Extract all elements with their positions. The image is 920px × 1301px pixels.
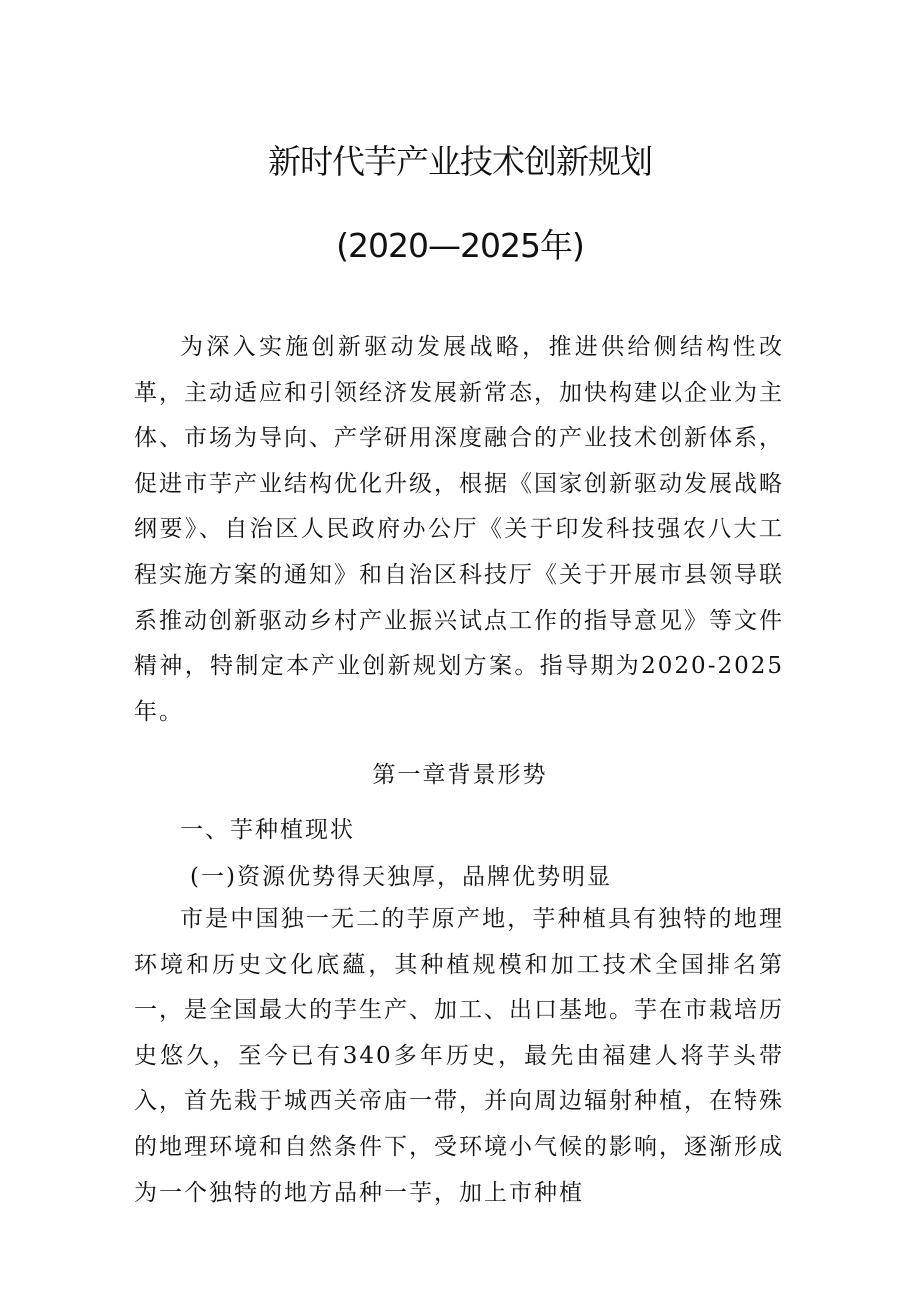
chapter-heading: 第一章背景形势 (372, 762, 548, 788)
intro-paragraph: 为深入实施创新驱动发展战略，推进供给侧结构性改革，主动适应和引领经济发展新常态，加快构建以企业为主体、市场为导向、产学研用深度融合的产业技术创新体系，促进市芋产业结构优化升级，根据《国家创新驱动发展战略纲要》、自治区人民政府办公厅《关于印发科技强农八大工程实施方案的通知》和自治区科技厅《关于开展市县领导联系推动创新驱动乡村产业振兴试点工作的指导意见》等文件精神，特制定本产业创新规划方案。指导期为2020-2025年。 (134, 334, 784, 725)
body-paragraph: 市是中国独一无二的芋原产地，芋种植具有独特的地理环境和历史文化底蘊，其种植规模和加工技术全国排名第一，是全国最大的芋生产、加工、出口基地。芋在市栽培历史悠久，至今已有340多年历史，最先由福建人将芋头带入，首先栽于城西关帝庙一带，并向周边辐射种植，在特殊的地理环境和自然条件下，受环境小气候的影响，逐渐形成为一个独特的地方品种一芋，加上市种植 (134, 906, 784, 1206)
document-subtitle: (2020—2025年) (336, 226, 584, 265)
section-heading: 一、芋种植现状 (180, 817, 355, 843)
document-title: 新时代芋产业技术创新规划 (268, 142, 652, 181)
subsection-heading: (一)资源优势得天独厚，品牌优势明显 (190, 864, 612, 890)
